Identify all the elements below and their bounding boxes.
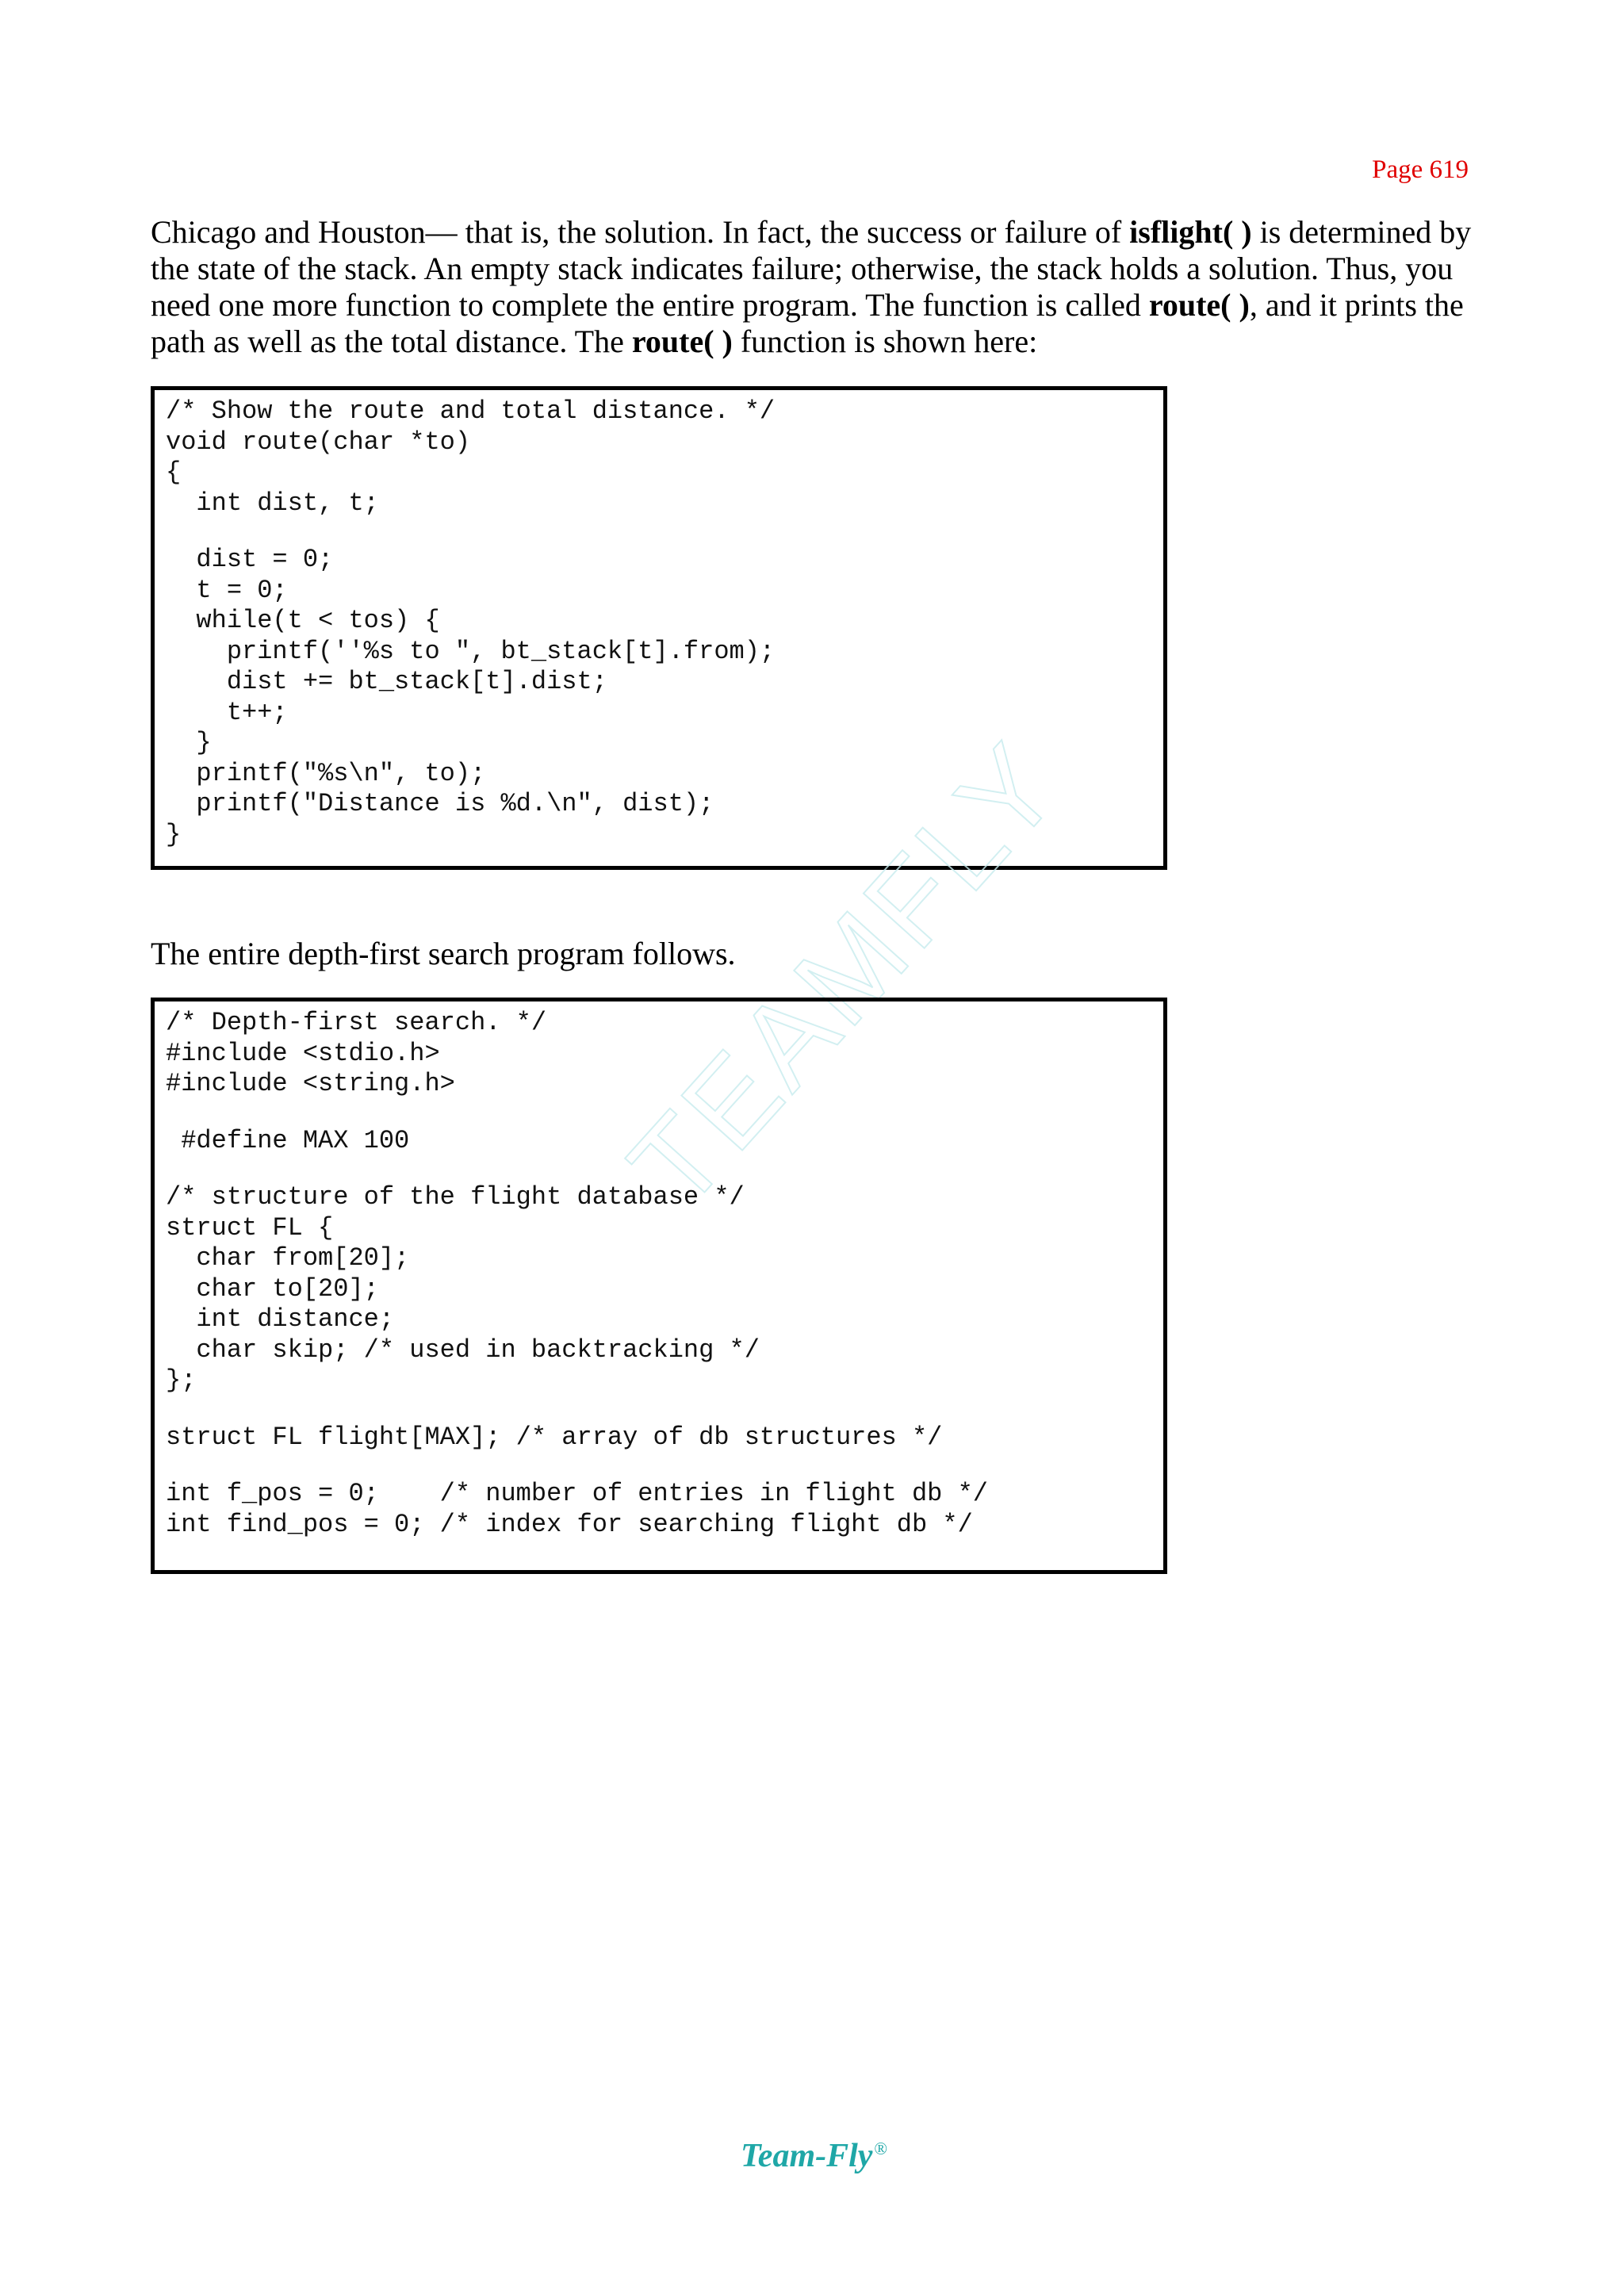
code-line: char from[20];	[166, 1243, 410, 1273]
code-line: void route(char *to)	[166, 427, 471, 457]
code-line: printf("%s\n", to);	[166, 758, 486, 788]
teamfly-watermark: TEAMFLY	[603, 717, 1086, 1232]
code-line: /* structure of the flight database */	[166, 1182, 745, 1212]
code-line: #include <stdio.h>	[166, 1038, 440, 1068]
code-line: printf("Distance is %d.\n", dist);	[166, 789, 714, 818]
depth-first-search-code-listing	[151, 998, 1167, 1574]
page-number: Page 619	[1372, 155, 1469, 184]
code-line: t++;	[166, 697, 288, 727]
team-fly-logo[interactable]	[741, 2137, 887, 2175]
code-line: int distance;	[166, 1304, 395, 1334]
code-line: int dist, t;	[166, 488, 379, 518]
code-line: t = 0;	[166, 575, 288, 605]
code-line: }	[166, 819, 182, 849]
code-line: while(t < tos) {	[166, 606, 440, 635]
program-intro-paragraph: The entire depth-first search program follows.	[151, 936, 736, 971]
intro-paragraph	[151, 214, 1475, 360]
code-line: struct FL flight[MAX]; /* array of db structures */	[166, 1422, 943, 1452]
logo-text: Team-Fly	[741, 2138, 873, 2174]
paragraph-text: Chicago and Houston— that is, the solution. In fact, the success or failure of	[151, 214, 1130, 250]
code-line: {	[166, 458, 182, 487]
paragraph-text: function is shown here:	[732, 324, 1038, 359]
paragraph-text: , and it prints the path as well as the total distance. The	[151, 287, 1464, 359]
code-line: /* Depth-first search. */	[166, 1008, 547, 1037]
code-line: dist += bt_stack[t].dist;	[166, 667, 607, 696]
code-line: /* Show the route and total distance. */	[166, 396, 776, 426]
code-line: int f_pos = 0; /* number of entries in flight db */	[166, 1479, 988, 1508]
code-line: dist = 0;	[166, 545, 334, 574]
code-line: };	[166, 1365, 197, 1395]
code-line: printf(''%s to ", bt_stack[t].from);	[166, 636, 776, 666]
code-line: char skip; /* used in backtracking */	[166, 1335, 760, 1365]
function-name-route: route( )	[631, 324, 733, 359]
code-line: char to[20];	[166, 1273, 379, 1304]
function-name-route: route( )	[1148, 287, 1250, 323]
function-name-isflight: isflight( )	[1129, 214, 1252, 250]
code-line: #define MAX 100	[166, 1125, 410, 1155]
code-line: struct FL {	[166, 1212, 334, 1243]
registered-mark: ®	[874, 2139, 888, 2158]
code-line: int find_pos = 0; /* index for searching flight db */	[166, 1509, 973, 1539]
code-line: #include <string.h>	[166, 1069, 455, 1098]
code-line: }	[166, 728, 212, 757]
paragraph-text: is determined by the state of the stack. An empty stack indicates failure; otherwise, the stack holds a solution. Thus, you need one more function to complete the entire program. The function is called	[151, 214, 1472, 323]
